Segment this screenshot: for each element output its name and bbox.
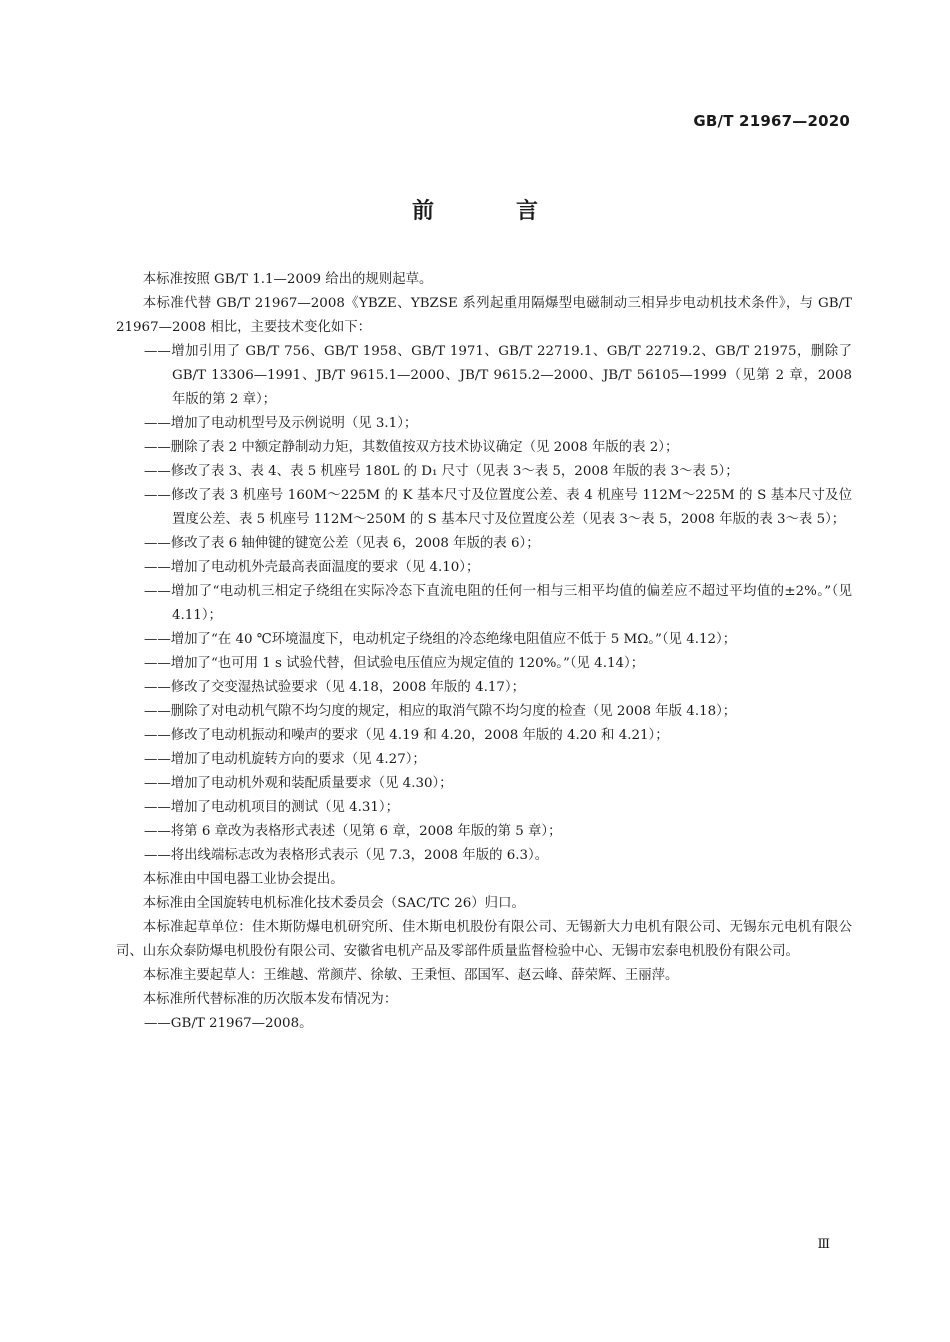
change-item: ——增加引用了 GB/T 756、GB/T 1958、GB/T 1971、GB/T 22719.1、GB/T 22719.2、GB/T 21975，删除了 GB/T 13306—1991、JB/T 9615.1—2000、JB/T 9615.2—2000、JB/T 56105—1999（见第 2 章，2008 年版的第 2 章）； (144, 344, 852, 407)
paragraph: 本标准起草单位：佳木斯防爆电机研究所、佳木斯电机股份有限公司、无锡新大力电机有限公司、无锡东元电机有限公司、山东众泰防爆电机股份有限公司、安徽省电机产品及零部件质量监督检验中心、无锡市宏泰电机股份有限公司。 (116, 920, 852, 959)
page-number: Ⅲ (817, 1237, 830, 1252)
change-item: ——增加了“电动机三相定子绕组在实际冷态下直流电阻的任何一相与三相平均值的偏差应不超过平均值的±2%。”（见 4.11）； (144, 584, 852, 623)
paragraph: 本标准代替 GB/T 21967—2008《YBZE、YBZSE 系列起重用隔爆型电磁制动三相异步电动机技术条件》，与 GB/T 21967—2008 相比，主要技术变化如下： (116, 296, 852, 335)
page-title: 前 言 (411, 199, 568, 224)
change-item: ——增加了“在 40 ℃环境温度下，电动机定子绕组的冷态绝缘电阻值应不低于 5 MΩ。”（见 4.12）； (144, 632, 737, 647)
change-item: ——修改了交变湿热试验要求（见 4.18，2008 年版的 4.17）； (144, 680, 525, 695)
change-item: ——修改了电动机振动和噪声的要求（见 4.19 和 4.20，2008 年版的 4.20 和 4.21）； (144, 728, 669, 743)
change-item: ——将第 6 章改为表格形式表述（见第 6 章，2008 年版的第 5 章）； (144, 824, 562, 839)
document-body (116, 268, 852, 1036)
change-item: ——删除了表 2 中额定静制动力矩，其数值按双方技术协议确定（见 2008 年版的表 2）； (144, 440, 679, 455)
change-item: ——删除了对电动机气隙不均匀度的规定，相应的取消气隙不均匀度的检查（见 2008 年版 4.18）； (144, 704, 737, 719)
change-item: ——增加了电动机旋转方向的要求（见 4.27）； (144, 752, 426, 767)
paragraph: 本标准由中国电器工业协会提出。 (142, 872, 344, 887)
paragraph: 本标准按照 GB/T 1.1—2009 给出的规则起草。 (142, 272, 433, 287)
change-item: ——增加了电动机型号及示例说明（见 3.1）； (144, 416, 418, 431)
paragraph: 本标准由全国旋转电机标准化技术委员会（SAC/TC 26）归口。 (142, 896, 525, 911)
change-item: ——将出线端标志改为表格形式表示（见 7.3，2008 年版的 6.3）。 (144, 848, 549, 863)
change-item: ——修改了表 3、表 4、表 5 机座号 180L 的 D₁ 尺寸（见表 3～表 5，2008 年版的表 3～表 5）； (144, 464, 739, 479)
change-item: ——增加了“也可用 1 s 试验代替，但试验电压值应为规定值的 120%。”（见 4.14）； (144, 656, 645, 671)
paragraph: 本标准所代替标准的历次版本发布情况为： (142, 992, 398, 1007)
history-item: ——GB/T 21967—2008。 (144, 1016, 313, 1031)
change-item: ——增加了电动机外观和装配质量要求（见 4.30）； (144, 776, 453, 791)
change-item: ——增加了电动机外壳最高表面温度的要求（见 4.10）； (144, 560, 480, 575)
change-item: ——修改了表 6 轴伸键的键宽公差（见表 6，2008 年版的表 6）； (144, 536, 540, 551)
paragraph: 本标准主要起草人：王维越、常颜芹、徐敏、王秉恒、邵国军、赵云峰、薛荣辉、王丽萍。 (142, 968, 679, 983)
change-item: ——修改了表 3 机座号 160M～225M 的 K 基本尺寸及位置度公差、表 4 机座号 112M～225M 的 S 基本尺寸及位置度公差、表 5 机座号 112M～250M 的 S 基本尺寸及位置度公差（见表 3～表 5，2008 年版的表 3～表 5）； (144, 488, 852, 527)
change-item: ——增加了电动机项目的测试（见 4.31）； (144, 800, 400, 815)
standard-code: GB/T 21967—2020 (693, 112, 850, 130)
